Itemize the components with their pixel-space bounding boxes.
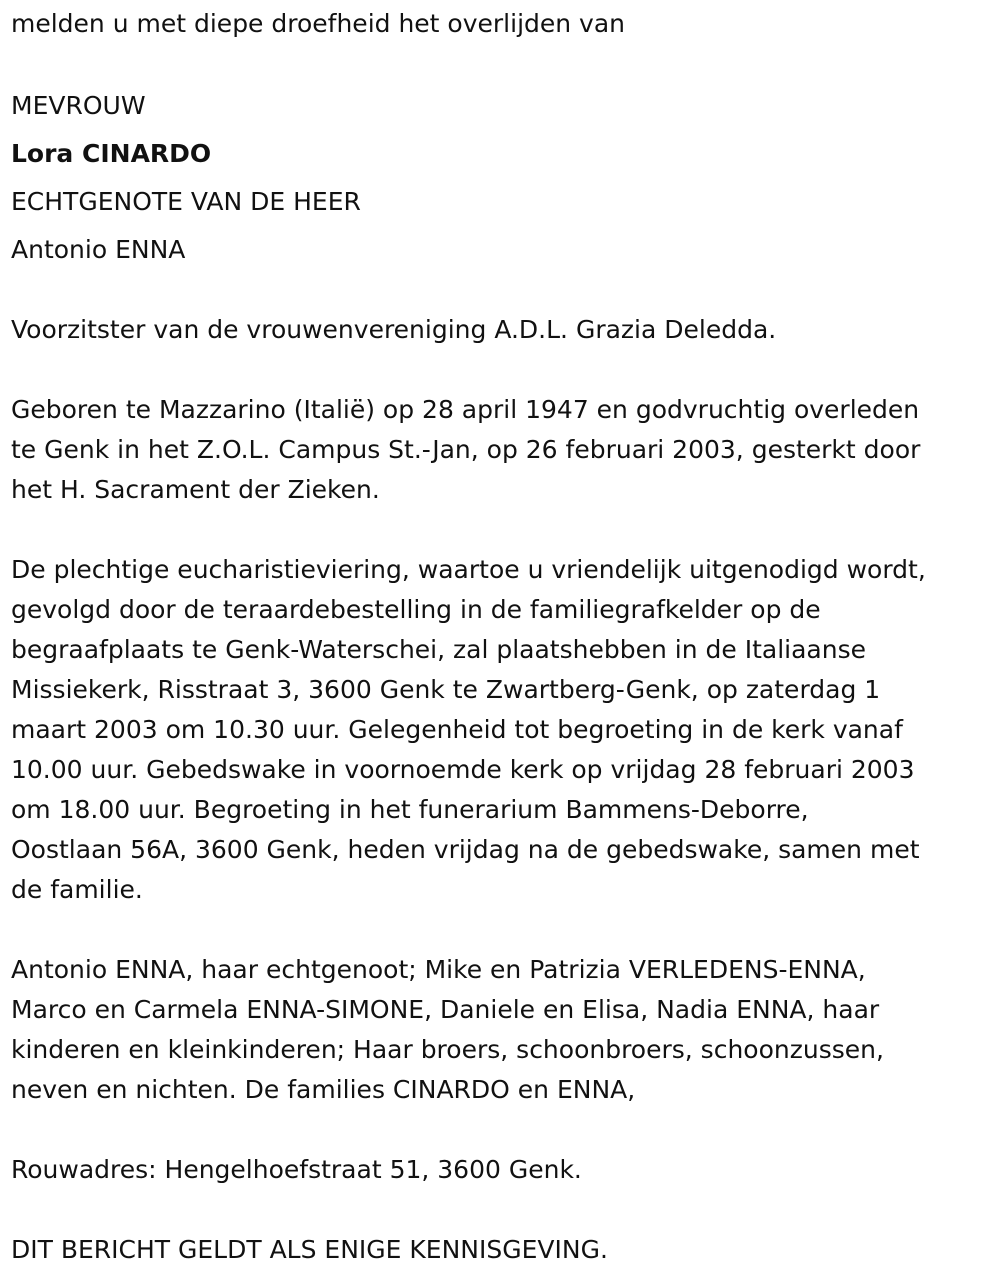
address-text: Rouwadres: Hengelhoefstraat 51, 3600 Genk.	[11, 1155, 582, 1184]
ceremony-paragraph	[11, 550, 991, 910]
paragraph-line: De plechtige eucharistieviering, waartoe u vriendelijk uitgenodigd wordt,	[11, 555, 926, 584]
closing-text: DIT BERICHT GELDT ALS ENIGE KENNISGEVING.	[11, 1235, 608, 1264]
paragraph-line: Geboren te Mazzarino (Italië) op 28 april 1947 en godvruchtig overleden	[11, 395, 920, 424]
paragraph-line: Missiekerk, Risstraat 3, 3600 Genk te Zwartberg-Genk, op zaterdag 1	[11, 675, 881, 704]
paragraph-line: kinderen en kleinkinderen; Haar broers, schoonbroers, schoonzussen,	[11, 1035, 884, 1064]
paragraph-line: maart 2003 om 10.30 uur. Gelegenheid tot begroeting in de kerk vanaf	[11, 715, 903, 744]
paragraph-line: Antonio ENNA, haar echtgenoot; Mike en Patrizia VERLEDENS-ENNA,	[11, 955, 866, 984]
relation-text: ECHTGENOTE VAN DE HEER	[11, 187, 361, 216]
paragraph-line: Oostlaan 56A, 3600 Genk, heden vrijdag na de gebedswake, samen met	[11, 835, 920, 864]
title-prefix: MEVROUW	[11, 91, 146, 120]
intro-text: melden u met diepe droefheid het overlijden van	[11, 9, 626, 38]
role-text: Voorzitster van de vrouwenvereniging A.D.L. Grazia Deledda.	[11, 315, 777, 344]
paragraph-line: Marco en Carmela ENNA-SIMONE, Daniele en Elisa, Nadia ENNA, haar	[11, 995, 880, 1024]
birth-death-paragraph	[11, 390, 991, 510]
paragraph-line: te Genk in het Z.O.L. Campus St.-Jan, op 26 februari 2003, gesterkt door	[11, 435, 921, 464]
paragraph-line: 10.00 uur. Gebedswake in voornoemde kerk op vrijdag 28 februari 2003	[11, 755, 915, 784]
deceased-name: Lora CINARDO	[11, 139, 212, 168]
paragraph-line: neven en nichten. De families CINARDO en ENNA,	[11, 1075, 636, 1104]
family-paragraph	[11, 950, 991, 1110]
paragraph-line: om 18.00 uur. Begroeting in het funerarium Bammens-Deborre,	[11, 795, 809, 824]
paragraph-line: begraafplaats te Genk-Waterschei, zal plaatshebben in de Italiaanse	[11, 635, 866, 664]
paragraph-line: gevolgd door de teraardebestelling in de familiegrafkelder op de	[11, 595, 821, 624]
spouse-name: Antonio ENNA	[11, 235, 186, 264]
paragraph-line: het H. Sacrament der Zieken.	[11, 475, 380, 504]
paragraph-line: de familie.	[11, 875, 143, 904]
